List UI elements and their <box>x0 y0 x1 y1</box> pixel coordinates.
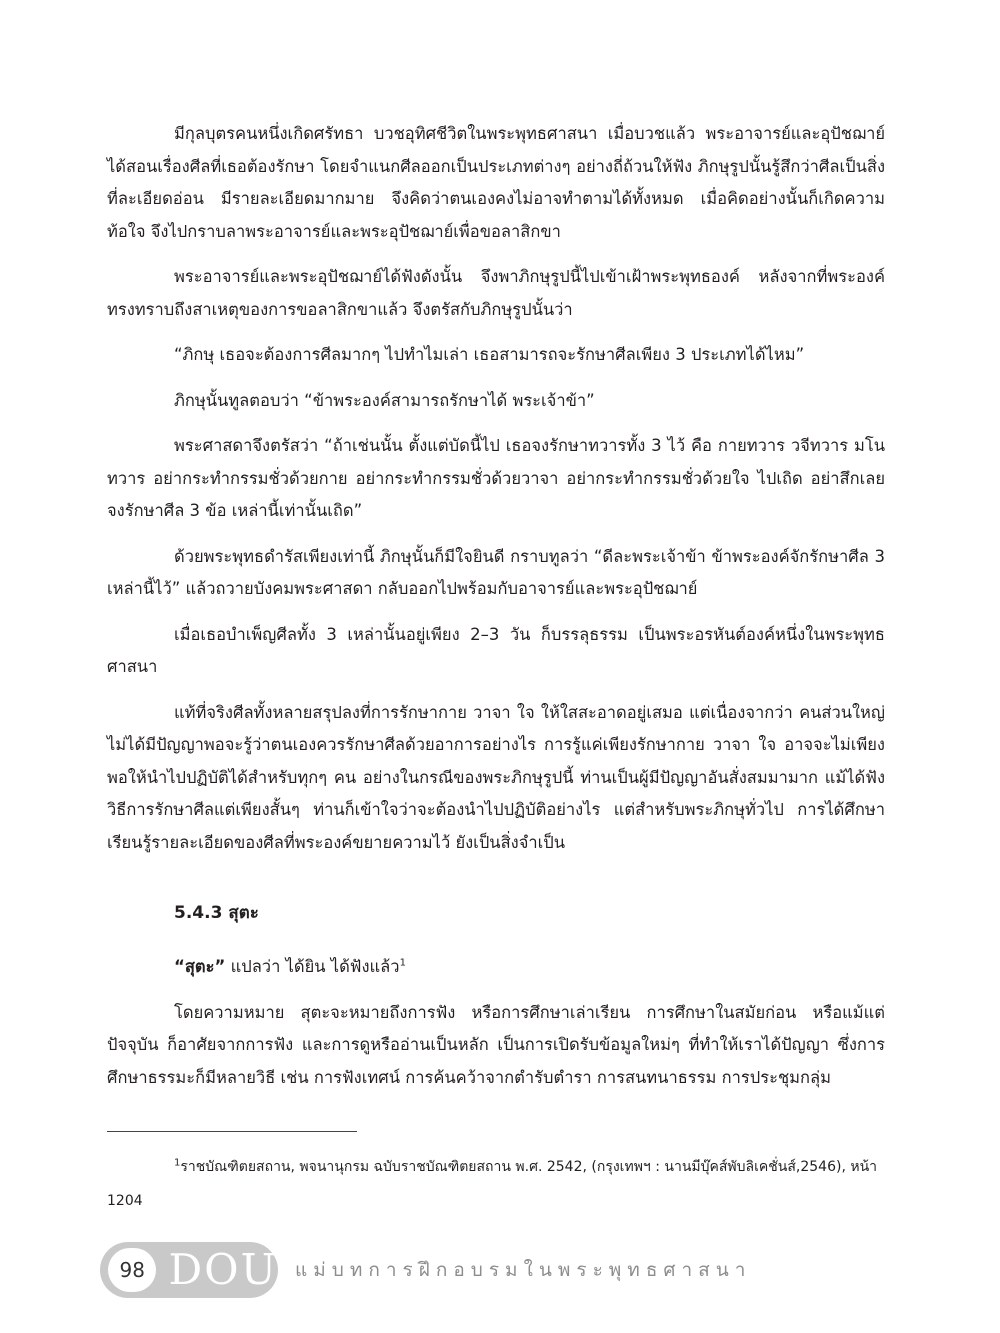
section-heading: 5.4.3 สุตะ <box>174 903 259 923</box>
paragraph: พระศาสดาจึงตรัสว่า “ถ้าเช่นนั้น ตั้งแต่บัดนี้ไป เธอจงรักษาทวารทั้ง 3 ไว้ คือ กายทวาร วจีทวาร มโนทวาร อย่ากระทำกรรมชั่วด้วยกาย อย่ากระทำกรรมชั่วด้วยวาจา อย่ากระทำกรรมชั่วด้วยใจ ไปเถิด อย่าสึกเลย จงรักษาศีล 3 ข้อ เหล่านี้เท่านั้นเถิด” <box>107 436 885 520</box>
paragraph: เมื่อเธอบำเพ็ญศีลทั้ง 3 เหล่านั้นอยู่เพียง 2–3 วัน ก็บรรลุธรรม เป็นพระอรหันต์องค์หนึ่งในพระพุทธศาสนา <box>107 624 885 676</box>
definition-term: “สุตะ” <box>174 957 226 976</box>
footnote-text: ราชบัณฑิตยสถาน, พจนานุกรม ฉบับราชบัณฑิตยสถาน พ.ศ. 2542, (กรุงเทพฯ : นานมีบุ๊คส์พับลิเคชั่นส์,2546), หน้า 1204 <box>107 1159 877 1209</box>
footnote-marker: 1 <box>174 1157 181 1169</box>
quote-paragraph: “ภิกษุ เธอจะต้องการศีลมากๆ ไปทำไมเล่า เธอสามารถจะรักษาศีลเพียง 3 ประเภทได้ไหม” <box>174 345 805 364</box>
page-footer <box>100 1241 751 1299</box>
paragraph: ด้วยพระพุทธดำรัสเพียงเท่านี้ ภิกษุนั้นก็มีใจยินดี กราบทูลว่า “ดีละพระเจ้าข้า ข้าพระองค์จักรักษาศีล 3 เหล่านี้ไว้” แล้วถวายบังคมพระศาสดา กลับออกไปพร้อมกับอาจารย์และพระอุปัชฌาย์ <box>107 546 885 598</box>
paragraph: พระอาจารย์และพระอุปัชฌาย์ได้ฟังดังนั้น จึงพาภิกษุรูปนี้ไปเข้าเฝ้าพระพุทธองค์ หลังจากที่พระองค์ทรงทราบถึงสาเหตุของการขอลาสิกขาแล้ว จึงตรัสกับภิกษุรูปนั้นว่า <box>107 267 885 319</box>
quote-paragraph: ภิกษุนั้นทูลตอบว่า “ข้าพระองค์สามารถรักษาได้ พระเจ้าข้า” <box>174 390 595 410</box>
paragraph: โดยความหมาย สุตะจะหมายถึงการฟัง หรือการศึกษาเล่าเรียน การศึกษาในสมัยก่อน หรือแม้แต่ปัจจุบัน ก็อาศัยจากการฟัง และการดูหรืออ่านเป็นหลัก เป็นการเปิดรับข้อมูลใหม่ๆ ที่ทำให้เราได้ปัญญา ซึ่งการศึกษาธรรมะก็มีหลายวิธี เช่น การฟังเทศน์ การค้นคว้าจากตำรับตำรา การสนทนาธรรม การประชุมกลุ่ม <box>107 1002 885 1087</box>
page-body <box>107 118 885 1094</box>
footnote <box>107 1150 885 1218</box>
paragraph: แท้ที่จริงศีลทั้งหลายสรุปลงที่การรักษากาย วาจา ใจ ให้ใสสะอาดอยู่เสมอ แต่เนื่องจากว่า คนส่วนใหญ่ไม่ได้มีปัญญาพอจะรู้ว่าตนเองควรรักษาศีลด้วยอาการอย่างไร การรู้แค่เพียงรักษากาย วาจา ใจ อาจจะไม่เพียงพอให้นำไปปฏิบัติได้สำหรับทุกๆ คน อย่างในกรณีของพระภิกษุรูปนี้ ท่านเป็นผู้มีปัญญาอันสั่งสมมามาก แม้ได้ฟังวิธีการรักษาศีลแต่เพียงสั้นๆ ท่านก็เข้าใจว่าจะต้องนำไปปฏิบัติอย่างไร แต่สำหรับพระภิกษุทั่วไป การได้ศึกษาเรียนรู้รายละเอียดของศีลที่พระองค์ขยายความไว้ ยังเป็นสิ่งจำเป็น <box>107 702 885 852</box>
definition-line <box>107 951 885 984</box>
page-number: 98 <box>108 1248 156 1292</box>
footnote-reference[interactable]: 1 <box>399 957 406 969</box>
paragraph: มีกุลบุตรคนหนึ่งเกิดศรัทธา บวชอุทิศชีวิตในพระพุทธศาสนา เมื่อบวชแล้ว พระอาจารย์และอุปัชฌาย์ได้สอนเรื่องศีลที่เธอต้องรักษา โดยจำแนกศีลออกเป็นประเภทต่างๆ อย่างถี่ถ้วนให้ฟัง ภิกษุรูปนั้นรู้สึกว่าศีลเป็นสิ่งที่ละเอียดอ่อน มีรายละเอียดมากมาย จึงคิดว่าตนเองคงไม่อาจทำตามได้ทั้งหมด เมื่อคิดอย่างนั้นก็เกิดความท้อใจ จึงไปกราบลาพระอาจารย์และพระอุปัชฌาย์เพื่อขอลาสิกขา <box>107 124 885 241</box>
footer-badge <box>100 1242 278 1298</box>
definition-meaning: แปลว่า ได้ยิน ได้ฟังแล้ว <box>225 957 400 976</box>
course-title: แม่บทการฝึกอบรมในพระพุทธศาสนา <box>295 1259 752 1281</box>
footnote-divider <box>107 1131 357 1132</box>
brand-logo: DOU <box>168 1245 278 1294</box>
